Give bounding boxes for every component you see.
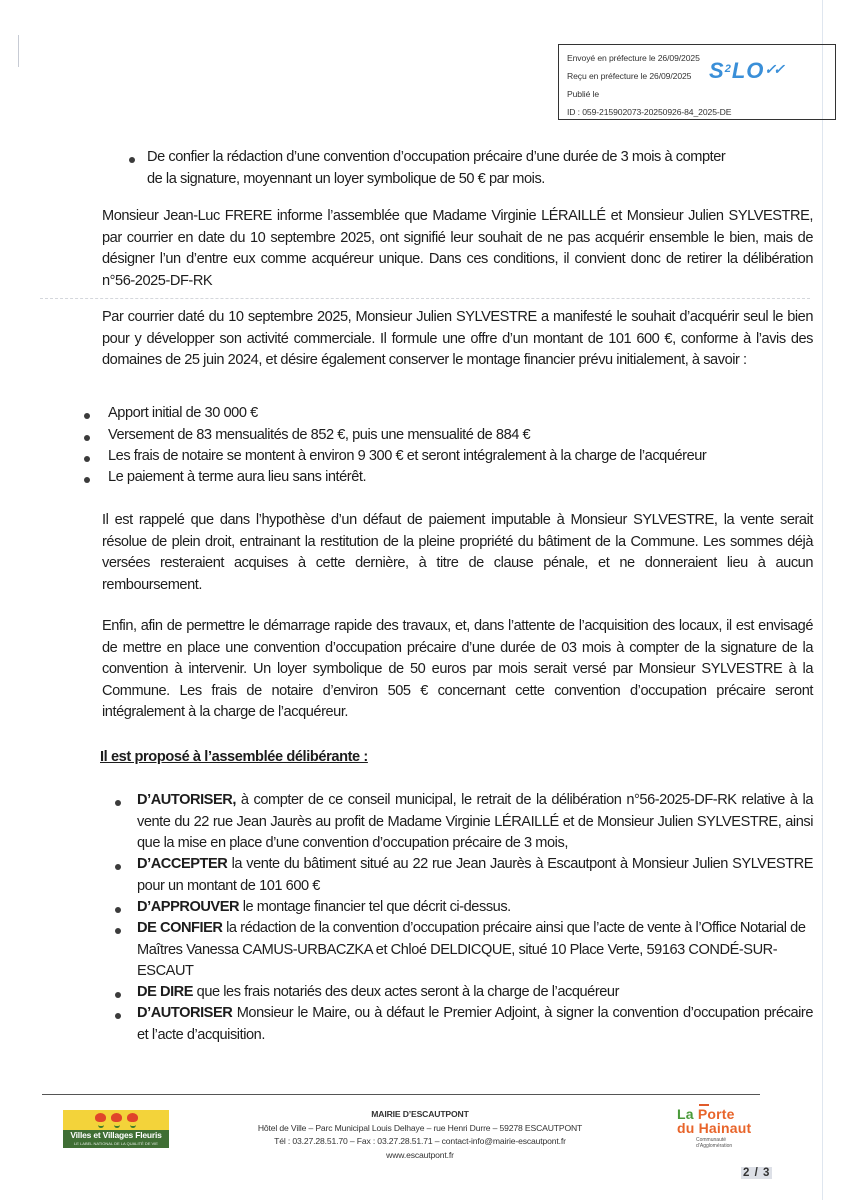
financing-item: Versement de 83 mensualités de 852 €, puis une mensualité de 884 € — [108, 427, 531, 443]
vvf-flowers — [63, 1110, 169, 1130]
lph-sub-1: Communauté — [696, 1137, 727, 1143]
paragraph-default-clause: Il est rappelé que dans l’hypothèse d’un défaut de paiement imputable à Monsieur SYLVESTRE, la vente serait résolue de plein droit, entrainant la restitution de la pleine propriété du bâtiment de la Commune. Les sommes déjà versées resteraient acquises à cette dernière, à titre de clause pénale, et ne donneraient lieu à aucun remboursement. — [102, 512, 813, 593]
proposal-item — [137, 854, 813, 897]
proposal-item-text: que les frais notariés des deux actes seront à la charge de l’acquéreur — [193, 984, 619, 1000]
proposal-item — [137, 1003, 813, 1046]
mairie-address: Hôtel de Ville – Parc Municipal Louis Delhaye – rue Henri Durre – 59278 ESCAUTPONT — [257, 1122, 583, 1133]
s2low-lo: LO — [731, 58, 765, 83]
financing-item: Les frais de notaire se montent à environ 9 300 € et seront intégralement à la charge de l’acquéreur — [108, 448, 707, 464]
bullet-icon — [84, 456, 90, 462]
stem-icon — [130, 1122, 136, 1128]
proposal-item-text: à compter de ce conseil municipal, le retrait de la délibération n°56-2025-DF-RK relative à la vente du 22 rue Jean Jaurès au profit de Madame Virginie LÉRAILLÉ et de Monsieur Julien SYLVESTRE, ainsi que la mise en place d’une convention d’occupation précaire de 3 mois, — [137, 792, 813, 851]
bullet-icon — [129, 157, 135, 163]
bullet-icon — [115, 1013, 121, 1019]
bullet-icon — [115, 992, 121, 998]
lph-line-2: du Hainaut — [677, 1120, 752, 1136]
proposal-item — [137, 790, 813, 855]
proposal-item-text: la vente du bâtiment situé au 22 rue Jean Jaurès à Escautpont à Monsieur Julien SYLVESTRE pour un montant de 101 600 € — [137, 856, 813, 894]
proposal-item-verb: DE CONFIER — [137, 920, 223, 936]
proposal-item-verb: D’AUTORISER — [137, 1005, 233, 1021]
flower-icon — [95, 1113, 106, 1122]
bullet-icon — [115, 800, 121, 806]
stamp-received: Reçu en préfecture le 26/09/2025 — [567, 71, 692, 81]
mairie-contact: Tél : 03.27.28.51.70 – Fax : 03.27.28.51.71 – contact-info@mairie-escautpont.fr — [274, 1136, 566, 1146]
stem-icon — [98, 1122, 104, 1128]
mairie-title: MAIRIE D’ESCAUTPONT — [371, 1109, 469, 1119]
flower-icon — [127, 1113, 138, 1122]
vvf-label — [63, 1130, 169, 1148]
proposal-item-verb: DE DIRE — [137, 984, 194, 1000]
mairie-website: www.escautpont.fr — [386, 1149, 454, 1160]
bullet-icon — [115, 864, 121, 870]
s2low-s: S — [709, 58, 725, 83]
paragraph-offer: Par courrier daté du 10 septembre 2025, Monsieur Julien SYLVESTRE a manifesté le souhait d’acquérir seul le bien pour y développer son activité commerciale. Il formule une offre d’un montant de 101 600 €, conforme à l’avis des domaines de 25 juin 2024, et désire également conserver le montage financier prévu initialement, à savoir : — [102, 309, 813, 368]
top-bullet-line-2: de la signature, moyennant un loyer symbolique de 50 € par mois. — [147, 170, 545, 187]
lph-la: La — [677, 1106, 698, 1122]
vvf-title: Villes et Villages Fleuris — [70, 1130, 162, 1140]
page-number: 2 / 3 — [743, 1167, 771, 1179]
villes-villages-fleuris-logo — [63, 1110, 169, 1148]
proposal-item-verb: D’ACCEPTER — [137, 856, 228, 872]
footer-divider — [42, 1094, 760, 1095]
vvf-subtitle: LE LABEL NATIONAL DE LA QUALITÉ DE VIE — [74, 1141, 158, 1146]
prefecture-stamp — [558, 44, 836, 120]
bullet-icon — [84, 435, 90, 441]
scan-artifact-line — [40, 298, 810, 299]
lph-line-1 — [677, 1107, 751, 1121]
financing-item: Le paiement à terme aura lieu sans intérêt. — [108, 469, 367, 485]
proposal-item-verb: D’AUTORISER, — [137, 792, 236, 808]
s2low-sup: 2 — [724, 63, 732, 75]
proposal-item-text: le montage financier tel que décrit ci-dessus. — [239, 899, 511, 915]
scan-margin-mark — [18, 35, 19, 67]
stamp-sent: Envoyé en préfecture le 26/09/2025 — [567, 53, 700, 63]
bullet-icon — [84, 477, 90, 483]
scan-edge-line — [822, 0, 823, 1200]
proposal-item — [137, 897, 813, 919]
paragraph-withdrawal: Monsieur Jean-Luc FRERE informe l’assemblée que Madame Virginie LÉRAILLÉ et Monsieur Julien SYLVESTRE, par courrier en date du 10 septembre 2025, ont signifié leur souhait de ne pas acquérir ensemble le bien, mais de désigner l’un d’entre eux comme acquéreur unique. Dans ces conditions, il convient donc de retirer la délibération n°56-2025-DF-RK — [102, 208, 813, 289]
proposal-item-text: la rédaction de la convention d’occupation précaire ainsi que l’acte de vente à l’Office Notarial de Maîtres Vanessa CAMUS-URBACZKA et Chloé DELDICQUE, situé 10 Place Verte, 59163 CONDÉ-SUR-ESCAUT — [137, 920, 806, 979]
top-bullet-text — [147, 147, 817, 190]
bullet-icon — [84, 413, 90, 419]
bullet-icon — [115, 928, 121, 934]
top-bullet-line-1: De confier la rédaction d’une convention d’occupation précaire d’une durée de 3 mois à compter — [147, 149, 726, 165]
flower-icon — [111, 1113, 122, 1122]
s2low-logo — [709, 58, 782, 83]
mairie-address-block — [222, 1108, 618, 1162]
stamp-id: ID : 059-215902073-20250926-84_2025-DE — [567, 107, 732, 117]
proposal-item-text: Monsieur le Maire, ou à défaut le Premier Adjoint, à signer la convention d’occupation précaire et l’acte d’acquisition. — [137, 1005, 813, 1043]
proposal-item — [137, 982, 813, 1004]
stem-icon — [114, 1122, 120, 1128]
lph-porte: Porte — [697, 1106, 735, 1122]
paragraph-occupation: Enfin, afin de permettre le démarrage rapide des travaux, et, dans l’attente de l’acquisition des locaux, il est envisagé de mettre en place une convention d’occupation précaire d’une durée de 03 mois à compter de la signature de la convention à intervenir. Un loyer symbolique de 50 euros par mois serait versé par Monsieur SYLVESTRE à la Commune. Les frais de notaire d’environ 505 € concernant cette convention d’occupation précaire seront intégralement à la charge de l’acquéreur. — [102, 618, 813, 720]
check-icon: ✓✓ — [764, 61, 782, 77]
bullet-icon — [115, 907, 121, 913]
proposal-item — [137, 918, 813, 983]
financing-item: Apport initial de 30 000 € — [108, 405, 258, 421]
lph-subtitle — [696, 1137, 751, 1149]
porte-du-hainaut-logo — [677, 1104, 751, 1149]
proposal-item-verb: D’APPROUVER — [137, 899, 240, 915]
lph-sub-2: d’Agglomération — [696, 1143, 733, 1149]
proposal-heading: Il est proposé à l’assemblée délibérante : — [100, 749, 368, 765]
stamp-published: Publié le — [567, 89, 600, 99]
